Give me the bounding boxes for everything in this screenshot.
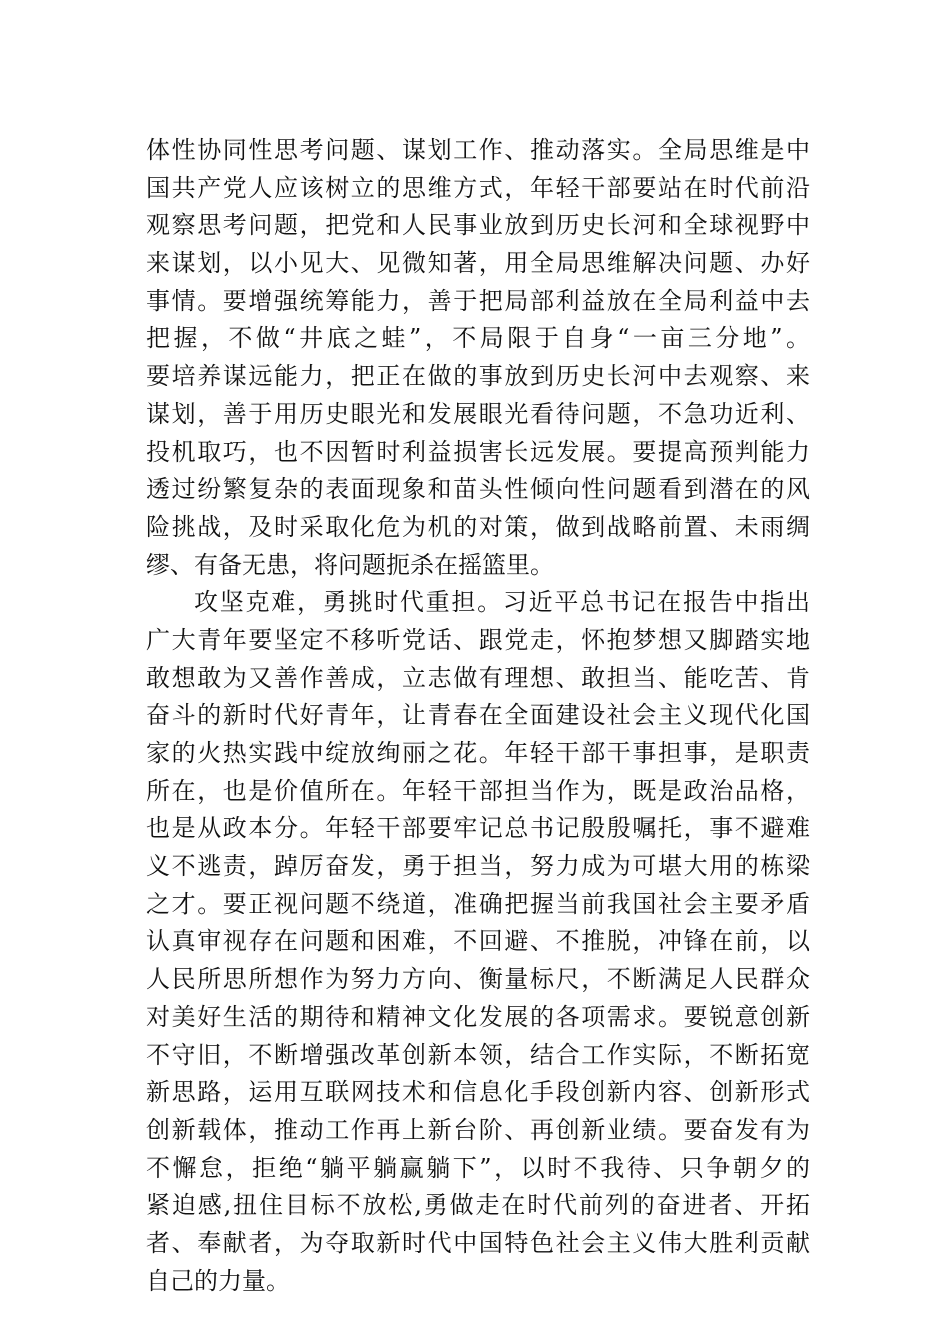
text-line: 家的火热实践中绽放绚丽之花。年轻干部干事担事，是职责 — [146, 739, 810, 767]
text-line: 者、奉献者，为夺取新时代中国特色社会主义伟大胜利贡献 — [146, 1228, 810, 1257]
text-line: 人民所思所想作为努力方向、衡量标尺，不断满足人民群众 — [146, 965, 810, 994]
text-line: 新思路，运用互联网技术和信息化手段创新内容、创新形式 — [146, 1078, 810, 1107]
text-line: 体性协同性思考问题、谋划工作、推动落实。全局思维是中 — [146, 136, 810, 164]
text-line: 广大青年要坚定不移听党话、跟党走，怀抱梦想又脚踏实地 — [146, 625, 810, 654]
text-line: 之才。要正视问题不绕道，准确把握当前我国社会主要矛盾 — [146, 889, 810, 918]
document-page — [146, 132, 810, 1300]
text-line: 谋划，善于用历史眼光和发展眼光看待问题，不急功近利、 — [146, 399, 810, 428]
text-line: 不守旧，不断增强改革创新本领，结合工作实际，不断拓宽 — [146, 1040, 810, 1069]
text-line: 透过纷繁复杂的表面现象和苗头性倾向性问题看到潜在的风 — [146, 475, 810, 504]
text-line: 要培养谋远能力，把正在做的事放到历史长河中去观察、来 — [146, 362, 810, 391]
text-line: 对美好生活的期待和精神文化发展的各项需求。要锐意创新 — [146, 1002, 810, 1031]
text-line: 认真审视存在问题和困难，不回避、不推脱，冲锋在前，以 — [146, 927, 810, 956]
text-line: 创新载体，推动工作再上新台阶、再创新业绩。要奋发有为 — [146, 1115, 810, 1144]
text-line: 把握，不做“井底之蛙”，不局限于自身“一亩三分地”。 — [146, 324, 810, 353]
text-line: 国共产党人应该树立的思维方式，年轻干部要站在时代前沿 — [146, 173, 810, 202]
paragraph-2 — [146, 584, 810, 1300]
text-line: 紧迫感,扭住目标不放松,勇做走在时代前列的奋进者、开拓 — [146, 1191, 810, 1220]
text-line: 也是从政本分。年轻干部要牢记总书记殷殷嘱托，事不避难 — [146, 814, 810, 843]
text-line: 所在，也是价值所在。年轻干部担当作为，既是政治品格， — [146, 776, 810, 805]
text-line: 缪、有备无患，将问题扼杀在摇篮里。 — [146, 550, 554, 579]
paragraph-1 — [146, 132, 810, 584]
text-line: 事情。要增强统筹能力，善于把局部利益放在全局利益中去 — [146, 286, 810, 315]
text-line: 来谋划，以小见大、见微知著，用全局思维解决问题、办好 — [146, 249, 810, 278]
text-line: 自己的力量。 — [146, 1266, 290, 1295]
text-line: 不懈怠，拒绝“躺平躺赢躺下”，以时不我待、只争朝夕的 — [146, 1153, 810, 1182]
text-line: 观察思考问题，把党和人民事业放到历史长河和全球视野中 — [146, 211, 810, 240]
text-line: 投机取巧，也不因暂时利益损害长远发展。要提高预判能力 — [146, 437, 810, 466]
text-line: 险挑战，及时采取化危为机的对策，做到战略前置、未雨绸 — [146, 512, 810, 541]
text-line: 攻坚克难，勇挑时代重担。习近平总书记在报告中指出 — [194, 588, 810, 617]
text-line: 奋斗的新时代好青年，让青春在全面建设社会主义现代化国 — [146, 701, 810, 730]
text-line: 义不逃责，踔厉奋发，勇于担当，努力成为可堪大用的栋梁 — [146, 852, 810, 881]
text-line: 敢想敢为又善作善成，立志做有理想、敢担当、能吃苦、肯 — [146, 663, 810, 692]
